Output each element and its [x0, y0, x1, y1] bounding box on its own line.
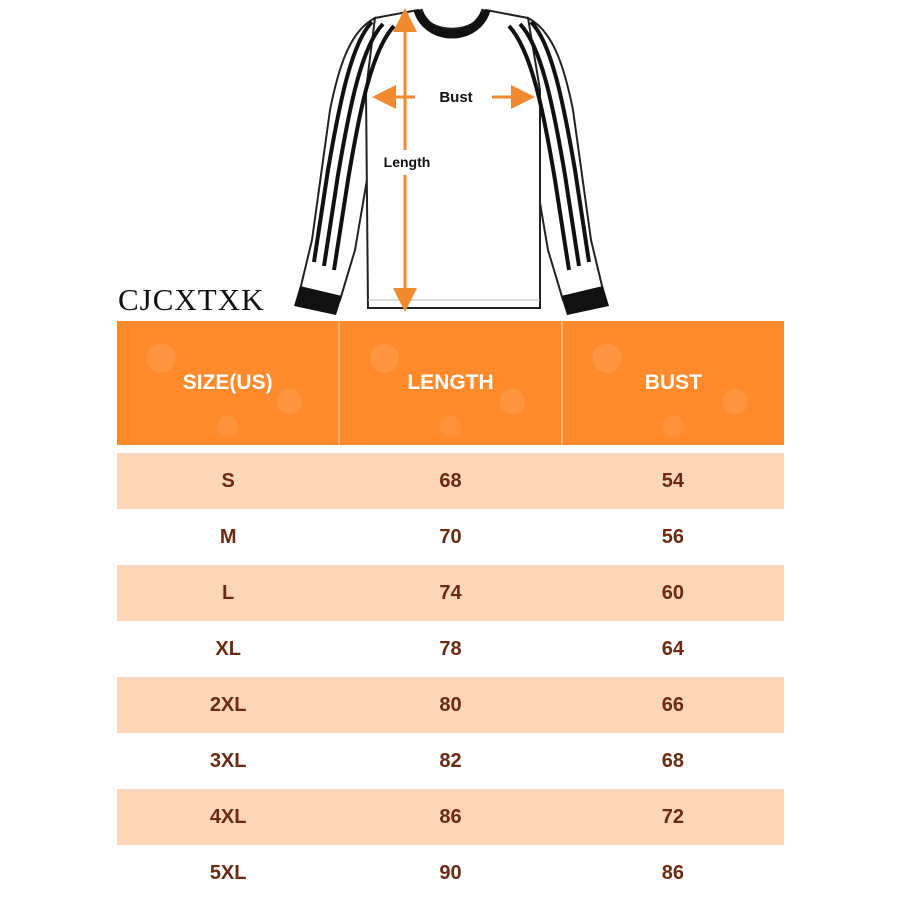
size-cell: 4XL [117, 789, 339, 845]
size-cell: 2XL [117, 677, 339, 733]
size-cell: L [117, 565, 339, 621]
size-cell: S [117, 453, 339, 509]
length-cell: 80 [339, 677, 561, 733]
brand-name: CJCXTXK [118, 282, 265, 317]
length-cell: 68 [339, 453, 561, 509]
bust-cell: 86 [562, 845, 784, 900]
size-cell: 5XL [117, 845, 339, 900]
size-table [117, 321, 784, 900]
bust-cell: 64 [562, 621, 784, 677]
table-row [117, 453, 784, 509]
column-header-size: SIZE(US) [117, 321, 339, 445]
table-header-row [117, 321, 784, 445]
shirt-diagram [0, 0, 900, 320]
length-cell: 82 [339, 733, 561, 789]
table-spacer [117, 445, 784, 453]
length-label: Length [383, 154, 431, 170]
table-row [117, 845, 784, 900]
length-cell: 90 [339, 845, 561, 900]
column-header-length: LENGTH [339, 321, 561, 445]
size-cell: M [117, 509, 339, 565]
column-header-bust: BUST [562, 321, 784, 445]
bust-cell: 60 [562, 565, 784, 621]
length-cell: 74 [339, 565, 561, 621]
bust-cell: 72 [562, 789, 784, 845]
table-row [117, 677, 784, 733]
table-row [117, 621, 784, 677]
size-cell: XL [117, 621, 339, 677]
length-cell: 86 [339, 789, 561, 845]
bust-cell: 56 [562, 509, 784, 565]
collar [418, 10, 486, 34]
bust-cell: 54 [562, 453, 784, 509]
bust-cell: 68 [562, 733, 784, 789]
length-cell: 70 [339, 509, 561, 565]
bust-cell: 66 [562, 677, 784, 733]
table-row [117, 509, 784, 565]
length-cell: 78 [339, 621, 561, 677]
table-row [117, 565, 784, 621]
table-row [117, 733, 784, 789]
table-row [117, 789, 784, 845]
size-cell: 3XL [117, 733, 339, 789]
bust-label: Bust [439, 89, 473, 106]
